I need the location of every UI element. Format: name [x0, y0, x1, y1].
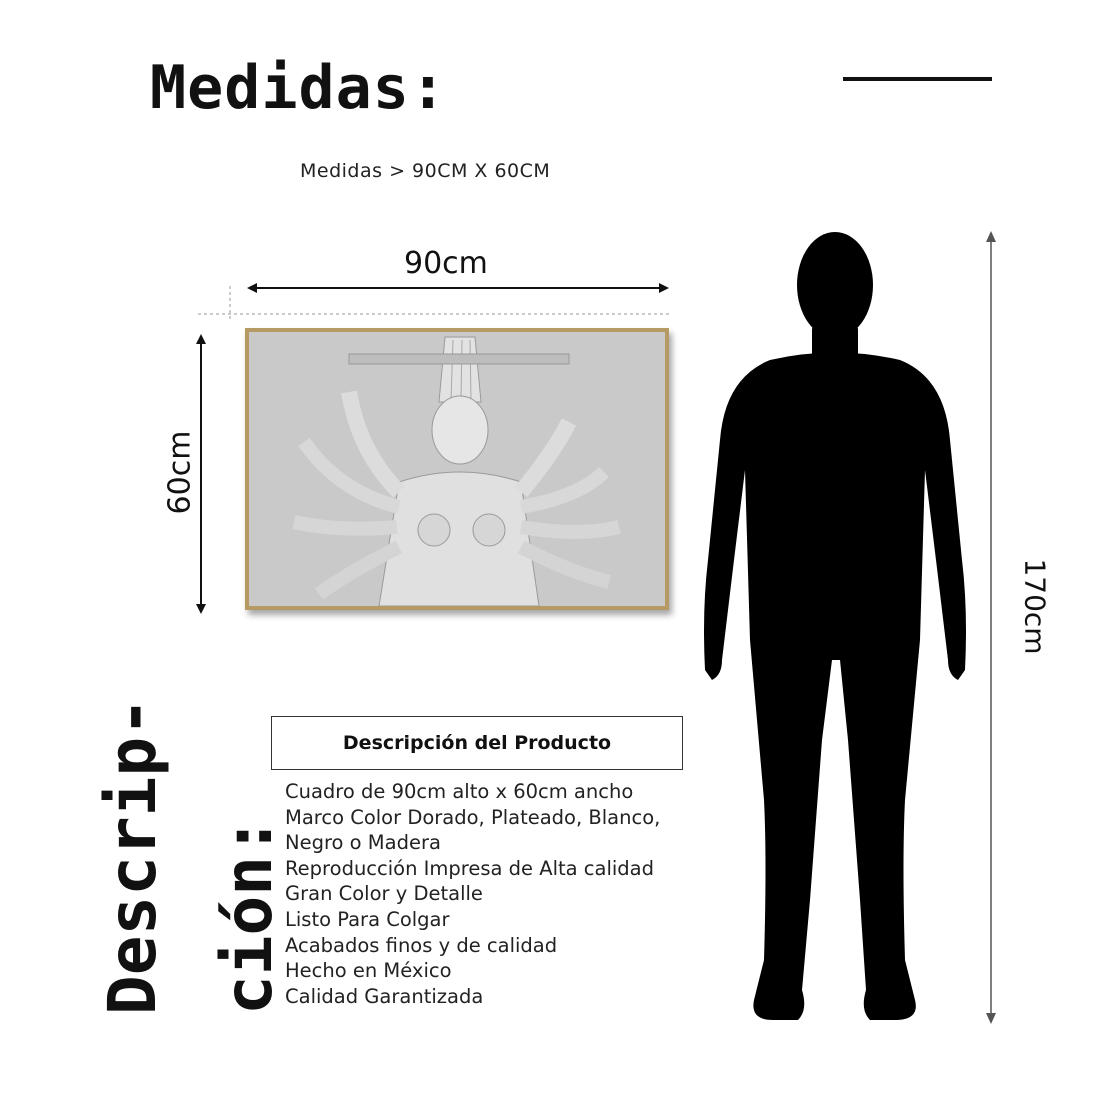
feature-item: Marco Color Dorado, Plateado, Blanco, [285, 805, 661, 829]
width-arrow [247, 283, 669, 293]
framed-artwork [245, 328, 669, 610]
measurements-subtitle: Medidas > 90CM X 60CM [300, 160, 551, 182]
feature-list [285, 779, 660, 1009]
heading-line-2: ción: [210, 816, 287, 1015]
person-height-arrow [986, 231, 996, 1024]
feature-item: Negro o Madera [285, 831, 441, 855]
sculpture-image [249, 332, 665, 606]
human-silhouette [704, 232, 966, 1020]
height-label: 60cm [162, 430, 198, 515]
heading-line-1: Descrip- [94, 697, 171, 1015]
person-height-label: 170cm [1018, 558, 1052, 655]
feature-item: Reproducción Impresa de Alta calidad [285, 856, 655, 880]
feature-item: Acabados finos y de calidad [285, 933, 558, 957]
description-box-title: Descripción del Producto [271, 716, 683, 770]
feature-item: Listo Para Colgar [285, 907, 450, 931]
feature-item: Calidad Garantizada [285, 984, 484, 1008]
width-label: 90cm [404, 246, 488, 281]
feature-item: Gran Color y Detalle [285, 882, 483, 906]
page-title: Medidas: [150, 53, 447, 123]
feature-item: Hecho en México [285, 959, 452, 983]
feature-item: Cuadro de 90cm alto x 60cm ancho [285, 780, 634, 803]
height-arrow [196, 334, 206, 614]
